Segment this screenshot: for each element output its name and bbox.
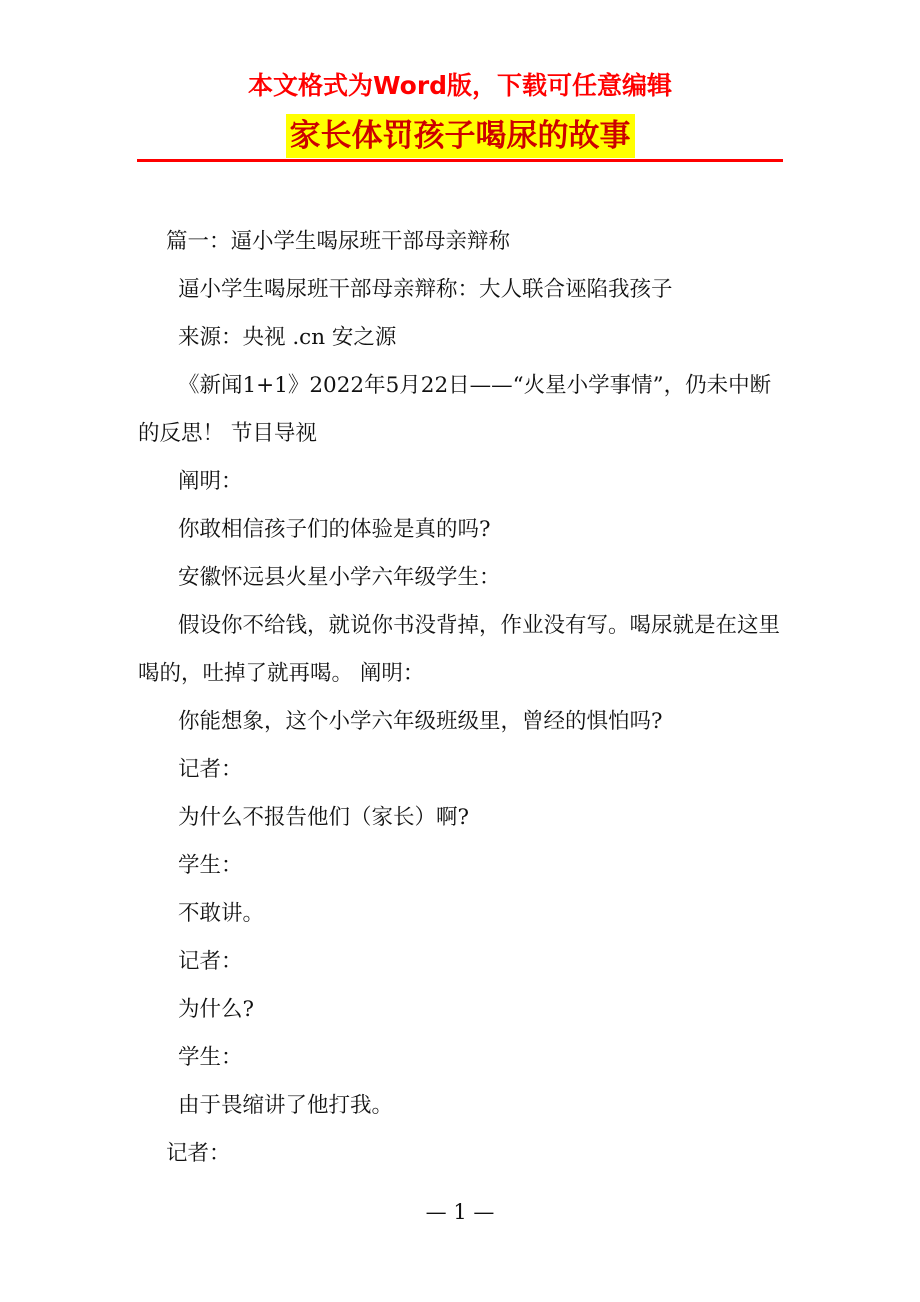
paragraph: 篇一：逼小学生喝尿班干部母亲辩称: [166, 229, 511, 254]
paragraph: 记者：: [178, 949, 243, 974]
paragraph: 来源：央视 .cn 安之源: [178, 325, 397, 350]
title-divider: [137, 159, 783, 162]
document-title: 家长体罚孩子喝尿的故事: [286, 114, 635, 158]
paragraph: 你能想象，这个小学六年级班级里，曾经的惧怕吗?: [178, 709, 663, 734]
paragraph: 为什么不报告他们（家长）啊?: [178, 805, 470, 830]
paragraph: 安徽怀远县火星小学六年级学生：: [178, 565, 501, 590]
paragraph: 阐明：: [178, 469, 243, 494]
paragraph: 记者：: [178, 757, 243, 782]
paragraph: 你敢相信孩子们的体验是真的吗?: [178, 517, 491, 542]
format-notice: 本文格式为Word版，下载可任意编辑: [247, 71, 673, 100]
paragraph: 为什么?: [178, 997, 255, 1022]
paragraph: 由于畏缩讲了他打我。: [178, 1093, 394, 1118]
title-container: [0, 114, 920, 158]
paragraph: 不敢讲。: [178, 901, 265, 926]
document-body: [138, 218, 784, 1178]
paragraph: 《新闻1+1》2022年5月22日——“火星小学事情”，仍未中断的反思！ 节目导视: [138, 373, 772, 446]
paragraph: 记者：: [166, 1141, 231, 1166]
paragraph: 学生：: [178, 853, 243, 878]
paragraph: 假设你不给钱，就说你书没背掉，作业没有写。喝尿就是在这里喝的，吐掉了就再喝。 阐明：: [138, 613, 781, 686]
paragraph: 学生：: [178, 1045, 243, 1070]
page-number: — 1 —: [425, 1200, 495, 1224]
paragraph: 逼小学生喝尿班干部母亲辩称：大人联合诬陷我孩子: [178, 277, 673, 302]
